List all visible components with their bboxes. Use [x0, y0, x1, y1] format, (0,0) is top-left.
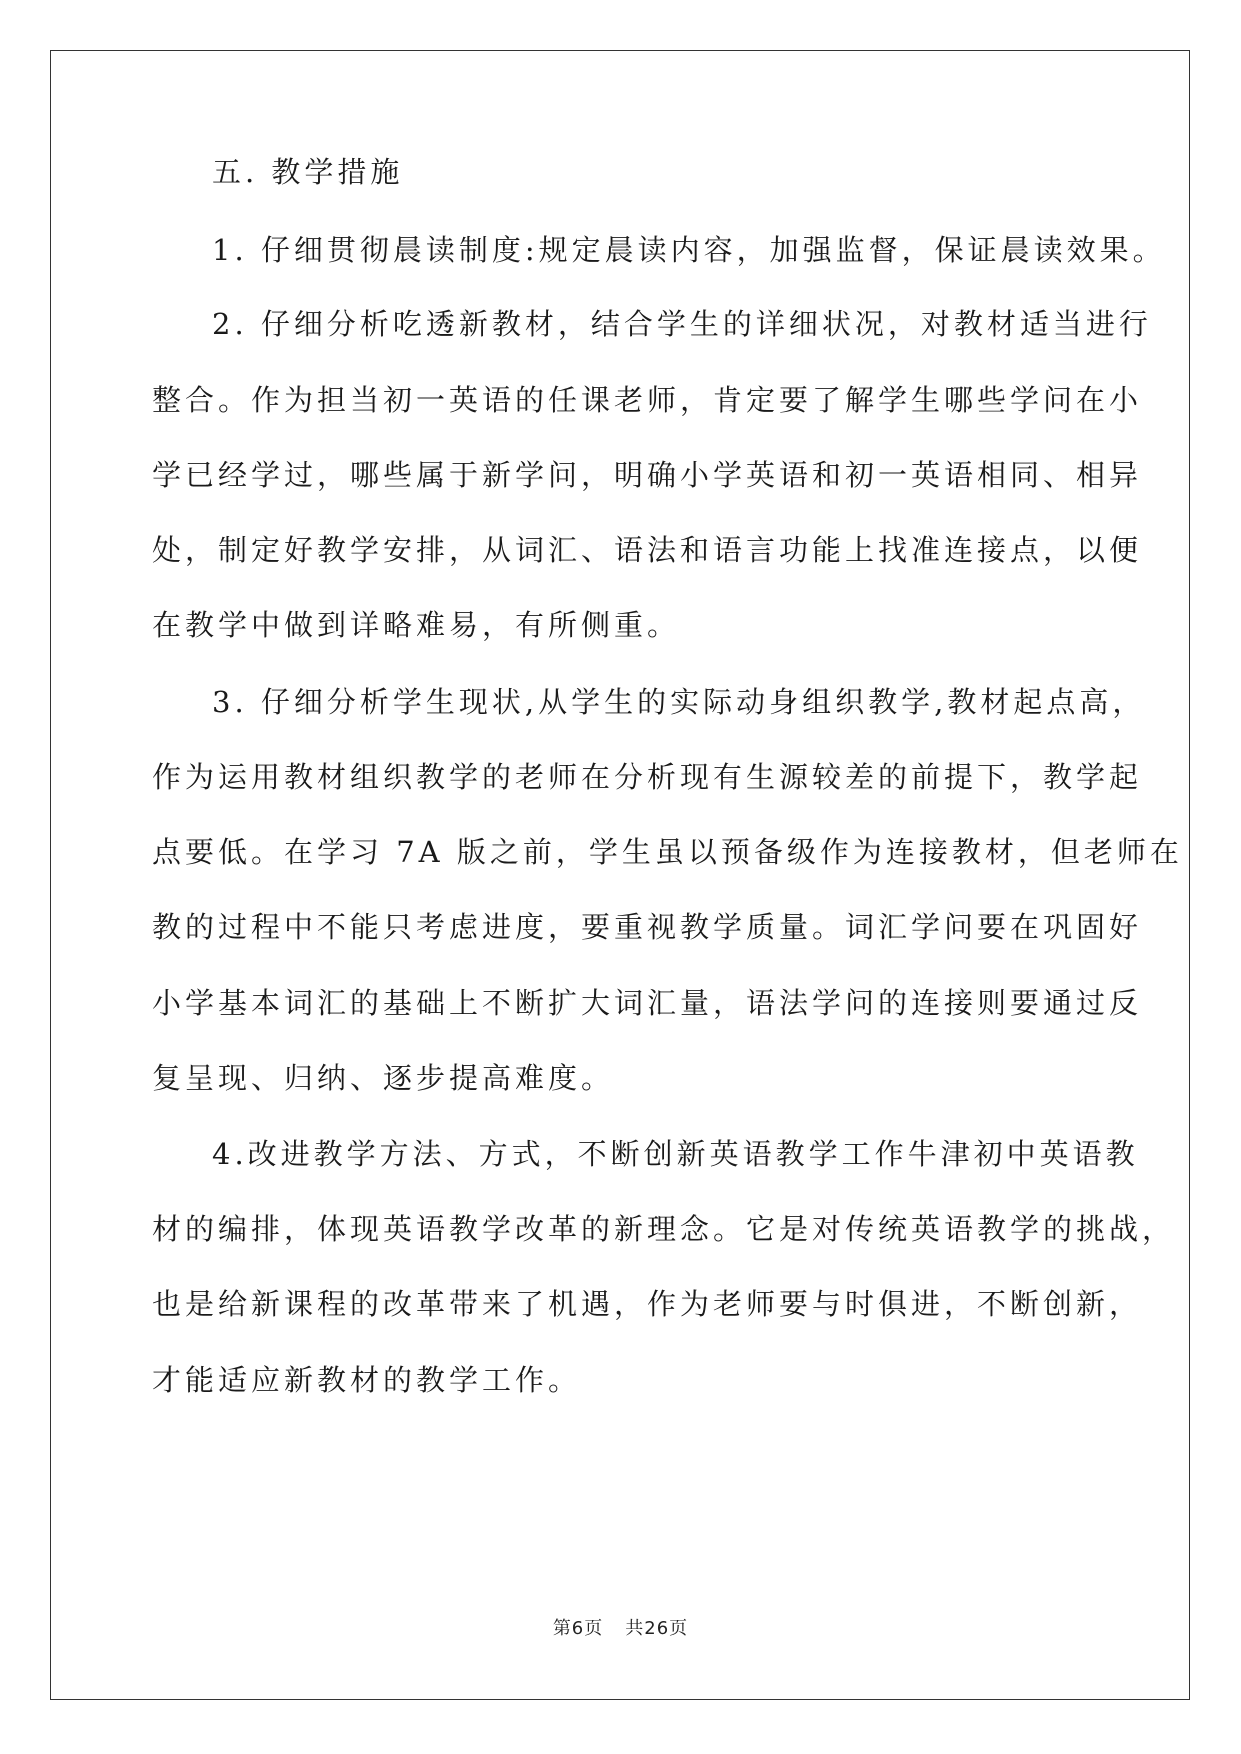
paragraph-line: 复呈现、归纳、逐步提高难度。: [152, 1061, 615, 1095]
paragraph-line: 材的编排，体现英语教学改革的新理念。它是对传统英语教学的挑战，: [152, 1212, 1176, 1246]
paragraph-line: 学已经学过，哪些属于新学问，明确小学英语和初一英语相同、相异: [152, 458, 1143, 492]
page-border: [50, 50, 1190, 1700]
paragraph-line: 也是给新课程的改革带来了机遇，作为老师要与时俱进，不断创新，: [152, 1287, 1143, 1321]
paragraph-line: 在教学中做到详略难易，有所侧重。: [152, 608, 681, 642]
paragraph-line: 作为运用教材组织教学的老师在分析现有生源较差的前提下，教学起: [152, 760, 1143, 794]
paragraph-line: 2. 仔细分析吃透新教材，结合学生的详细状况，对教材适当进行: [212, 307, 1152, 341]
paragraph-line: 3. 仔细分析学生现状,从学生的实际动身组织教学,教材起点高，: [212, 685, 1146, 719]
page-number-current: 第6页: [552, 1618, 604, 1639]
section-heading: 五. 教学措施: [212, 155, 404, 189]
paragraph-line: 才能适应新教材的教学工作。: [152, 1363, 582, 1397]
page-number-total: 共26页: [625, 1618, 689, 1639]
paragraph-line: 小学基本词汇的基础上不断扩大词汇量，语法学问的连接则要通过反: [152, 986, 1143, 1020]
paragraph-line: 4.改进教学方法、方式，不断创新英语教学工作牛津初中英语教: [212, 1137, 1139, 1171]
paragraph-line: 1. 仔细贯彻晨读制度:规定晨读内容，加强监督，保证晨读效果。: [212, 233, 1166, 267]
paragraph-line: 点要低。在学习 7A 版之前，学生虽以预备级作为连接教材，但老师在: [152, 835, 1183, 869]
paragraph-line: 整合。作为担当初一英语的任课老师，肯定要了解学生哪些学问在小: [152, 383, 1143, 417]
page-footer: [0, 1614, 1241, 1640]
paragraph-line: 处，制定好教学安排，从词汇、语法和语言功能上找准连接点，以便: [152, 533, 1143, 567]
paragraph-line: 教的过程中不能只考虑进度，要重视教学质量。词汇学问要在巩固好: [152, 910, 1143, 944]
